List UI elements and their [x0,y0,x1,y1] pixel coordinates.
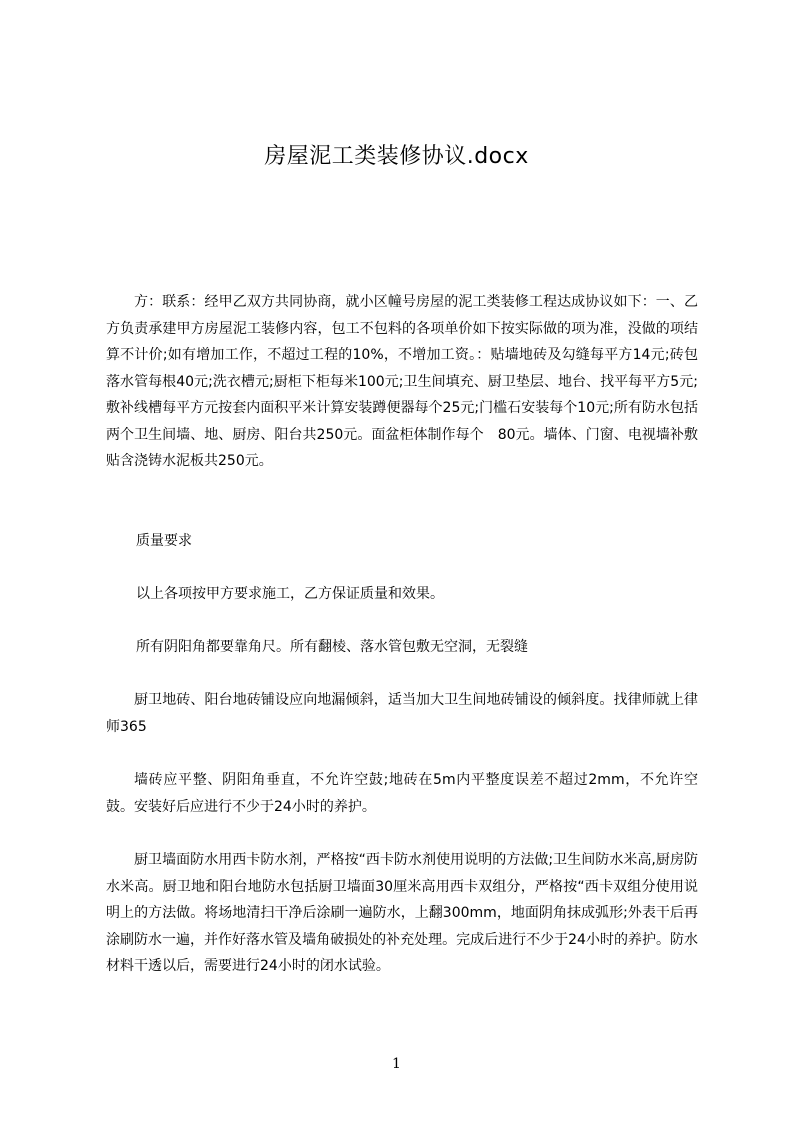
paragraph-waterproofing: 厨卫墙面防水用西卡防水剂，严格按“西卡防水剂使用说明的方法做;卫生间防水米高,厨房防水米高。厨卫地和阳台地防水包括厨卫墙面30厘米高用西卡双组分，严格按“西卡双组分使用说明上的方法做。将场地清扫干净后涂刷一遍防水，上翻300mm，地面阴角抹成弧形;外表干后再涂刷防水一遍，并作好落水管及墙角破损处的补充处理。完成后进行不少于24小时的养护。防水材料干透以后，需要进行24小时的闭水试验。 [106,852,698,974]
paragraph-quality-heading: 质量要求 [136,533,192,549]
document-title: 房屋泥工类装修协议.docx [264,144,529,169]
paragraph-wall-tiles: 墙砖应平整、阴阳角垂直，不允许空鼓;地砖在5m内平整度误差不超过2mm，不允许空鼓。安装好后应进行不少于24小时的养护。 [106,772,698,815]
page-number: 1 [392,1056,401,1072]
paragraph-quality-statement: 以上各项按甲方要求施工，乙方保证质量和效果。 [136,586,444,602]
paragraph-corners: 所有阴阳角都要靠角尺。所有翻棱、落水管包敷无空洞，无裂缝 [136,639,528,655]
paragraph-pricing: 方：联系：经甲乙双方共同协商，就小区幢号房屋的泥工类装修工程达成协议如下：一、乙方负责承建甲方房屋泥工装修内容，包工不包料的各项单价如下按实际做的项为准，没做的项结算不计价;如有增加工作，不超过工程的10%，不增加工资。：贴墙地砖及勾缝每平方14元;砖包落水管每根40元;洗衣槽元;厨柜下柜每米100元;卫生间填充、厨卫垫层、地台、找平每平方5元;敷补线槽每平方元按套内面积平米计算安装蹲便器每个25元;门槛石安装每个10元;所有防水包括两个卫生间墙、地、厨房、阳台共250元。面盆柜体制作每个 80元。墙体、门窗、电视墙补敷贴含浇铸水泥板共250元。 [106,294,698,469]
paragraph-floor-tiles: 厨卫地砖、阳台地砖铺设应向地漏倾斜，适当加大卫生间地砖铺设的倾斜度。找律师就上律师365 [106,692,698,735]
